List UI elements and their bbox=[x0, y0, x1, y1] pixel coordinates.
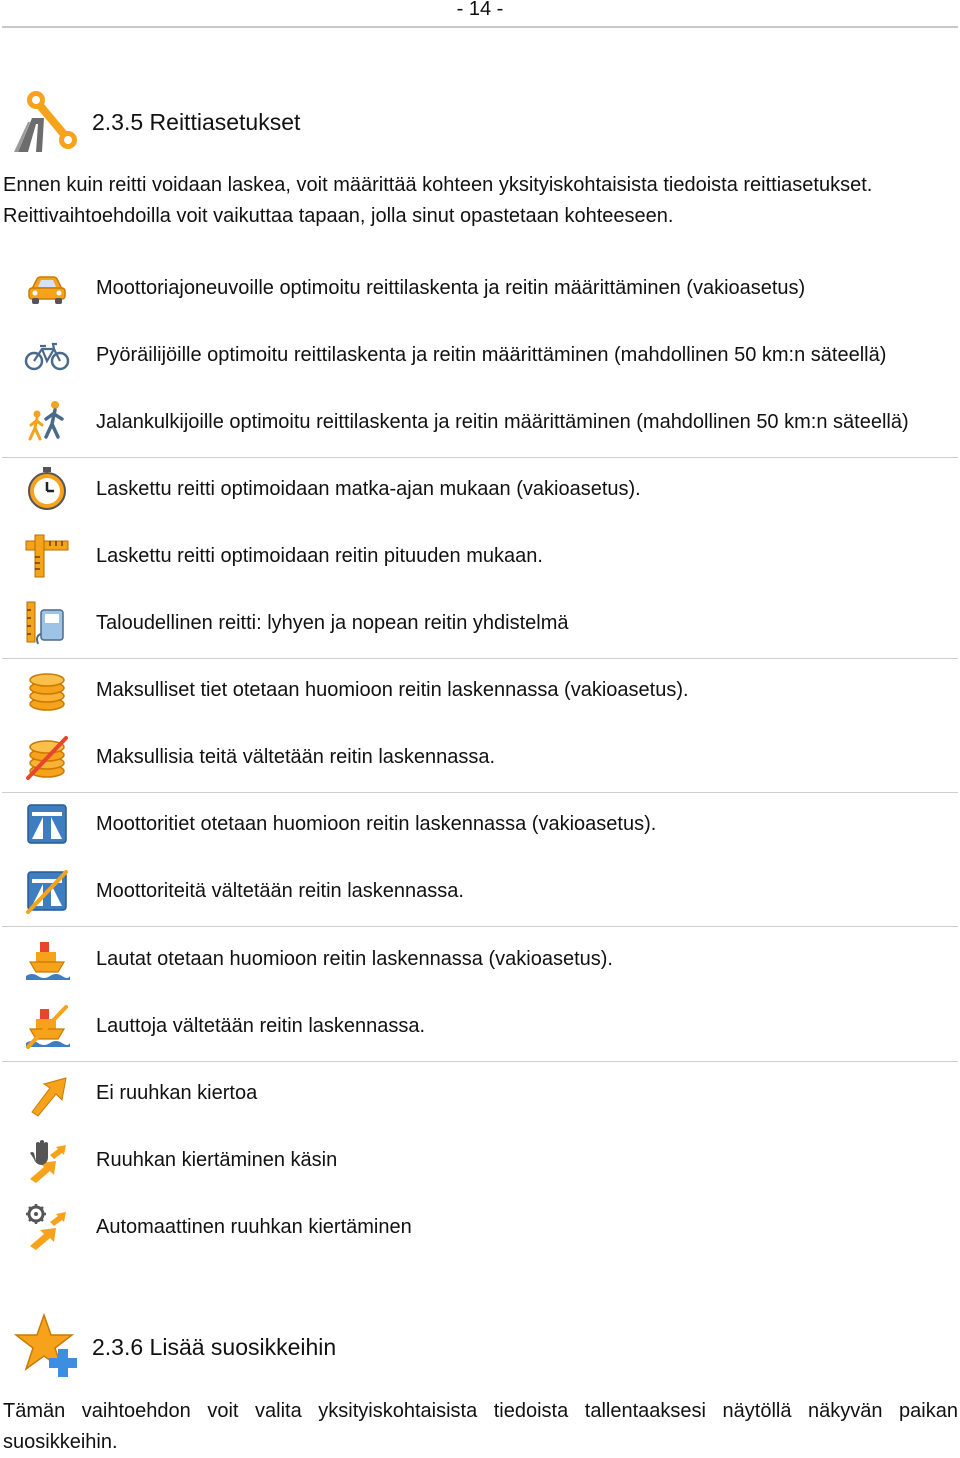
section-title: 2.3.6 Lisää suosikkeihin bbox=[92, 1333, 337, 1360]
option-row-pedestrian bbox=[22, 397, 909, 447]
section-title: 2.3.5 Reittiasetukset bbox=[92, 108, 301, 135]
intro-line-2: Reittivaihtoehdoilla voit vaikuttaa tapaan, jolla sinut opastetaan kohteeseen. bbox=[3, 205, 674, 227]
body-line-2: suosikkeihin. bbox=[3, 1431, 118, 1453]
option-row-toll bbox=[22, 665, 689, 715]
option-row-manual-traffic bbox=[22, 1135, 337, 1185]
separator bbox=[2, 658, 958, 659]
option-row-toll-avoid bbox=[22, 732, 495, 782]
option-row-auto-traffic bbox=[22, 1202, 412, 1252]
option-row-bicycle bbox=[22, 330, 886, 380]
intro-paragraph bbox=[3, 170, 958, 232]
option-row-motorway bbox=[22, 799, 656, 849]
arrow-icon bbox=[22, 1068, 72, 1118]
option-label: Automaattinen ruuhkan kiertäminen bbox=[96, 1215, 412, 1238]
option-row-fastest bbox=[22, 464, 641, 514]
stopwatch-icon bbox=[22, 464, 72, 514]
hand-arrow-icon bbox=[22, 1135, 72, 1185]
option-label: Moottoritiet otetaan huomioon reitin laskennassa (vakioasetus). bbox=[96, 812, 657, 835]
option-label: Moottoriteitä vältetään reitin laskennassa. bbox=[96, 879, 464, 902]
option-label: Moottoriajoneuvoille optimoitu reittilaskenta ja reitin määrittäminen (vakioasetus) bbox=[96, 276, 806, 299]
option-label: Ruuhkan kiertäminen käsin bbox=[96, 1148, 338, 1171]
ferry-crossed-icon bbox=[22, 1001, 72, 1051]
ruler-icon bbox=[22, 531, 72, 581]
separator bbox=[2, 926, 958, 927]
option-label: Maksullisia teitä vältetään reitin laskennassa. bbox=[96, 745, 496, 768]
separator bbox=[2, 457, 958, 458]
coins-crossed-icon bbox=[22, 732, 72, 782]
ferry-icon bbox=[22, 934, 72, 984]
pedestrian-icon bbox=[22, 397, 72, 447]
option-label: Laskettu reitti optimoidaan reitin pituuden mukaan. bbox=[96, 544, 543, 567]
option-row-economic bbox=[22, 598, 569, 648]
option-label: Taloudellinen reitti: lyhyen ja nopean reitin yhdistelmä bbox=[96, 611, 569, 634]
section-heading-route-settings bbox=[14, 88, 300, 156]
section-heading-add-favourites bbox=[14, 1313, 336, 1381]
option-label: Laskettu reitti optimoidaan matka-ajan mukaan (vakioasetus). bbox=[96, 477, 641, 500]
option-label: Lautat otetaan huomioon reitin laskennassa (vakioasetus). bbox=[96, 947, 613, 970]
bicycle-icon bbox=[22, 330, 72, 380]
separator bbox=[2, 792, 958, 793]
option-label: Lauttoja vältetään reitin laskennassa. bbox=[96, 1014, 426, 1037]
separator bbox=[2, 1061, 958, 1062]
header-rule bbox=[2, 26, 958, 28]
option-row-car bbox=[22, 263, 805, 313]
fuel-ruler-icon bbox=[22, 598, 72, 648]
option-label: Maksulliset tiet otetaan huomioon reitin laskennassa (vakioasetus). bbox=[96, 678, 689, 701]
option-row-shortest bbox=[22, 531, 543, 581]
star-plus-icon bbox=[14, 1313, 82, 1381]
option-label: Ei ruuhkan kiertoa bbox=[96, 1081, 258, 1104]
body-line-1: Tämän vaihtoehdon voit valita yksityiskohtaisista tiedoista tallentaaksesi näytöllä näkyvän paikan bbox=[3, 1400, 958, 1422]
page-number: - 14 - bbox=[456, 0, 504, 20]
option-label: Jalankulkijoille optimoitu reittilaskenta ja reitin määrittäminen (mahdollinen 50 km:n säteellä) bbox=[96, 410, 909, 433]
favourites-paragraph bbox=[3, 1396, 958, 1458]
option-label: Pyöräilijöille optimoitu reittilaskenta ja reitin määrittäminen (mahdollinen 50 km:n säteellä) bbox=[96, 343, 887, 366]
car-icon bbox=[22, 263, 72, 313]
option-row-no-traffic bbox=[22, 1068, 257, 1118]
intro-line-1: Ennen kuin reitti voidaan laskea, voit määrittää kohteen yksityiskohtaisista tiedoista reittiasetukset. bbox=[3, 174, 873, 196]
option-row-ferry-avoid bbox=[22, 1001, 425, 1051]
coins-icon bbox=[22, 665, 72, 715]
option-row-motorway-avoid bbox=[22, 866, 464, 916]
gear-arrow-icon bbox=[22, 1202, 72, 1252]
motorway-crossed-icon bbox=[22, 866, 72, 916]
option-row-ferry bbox=[22, 934, 613, 984]
road-wrench-icon bbox=[14, 88, 82, 156]
motorway-icon bbox=[22, 799, 72, 849]
